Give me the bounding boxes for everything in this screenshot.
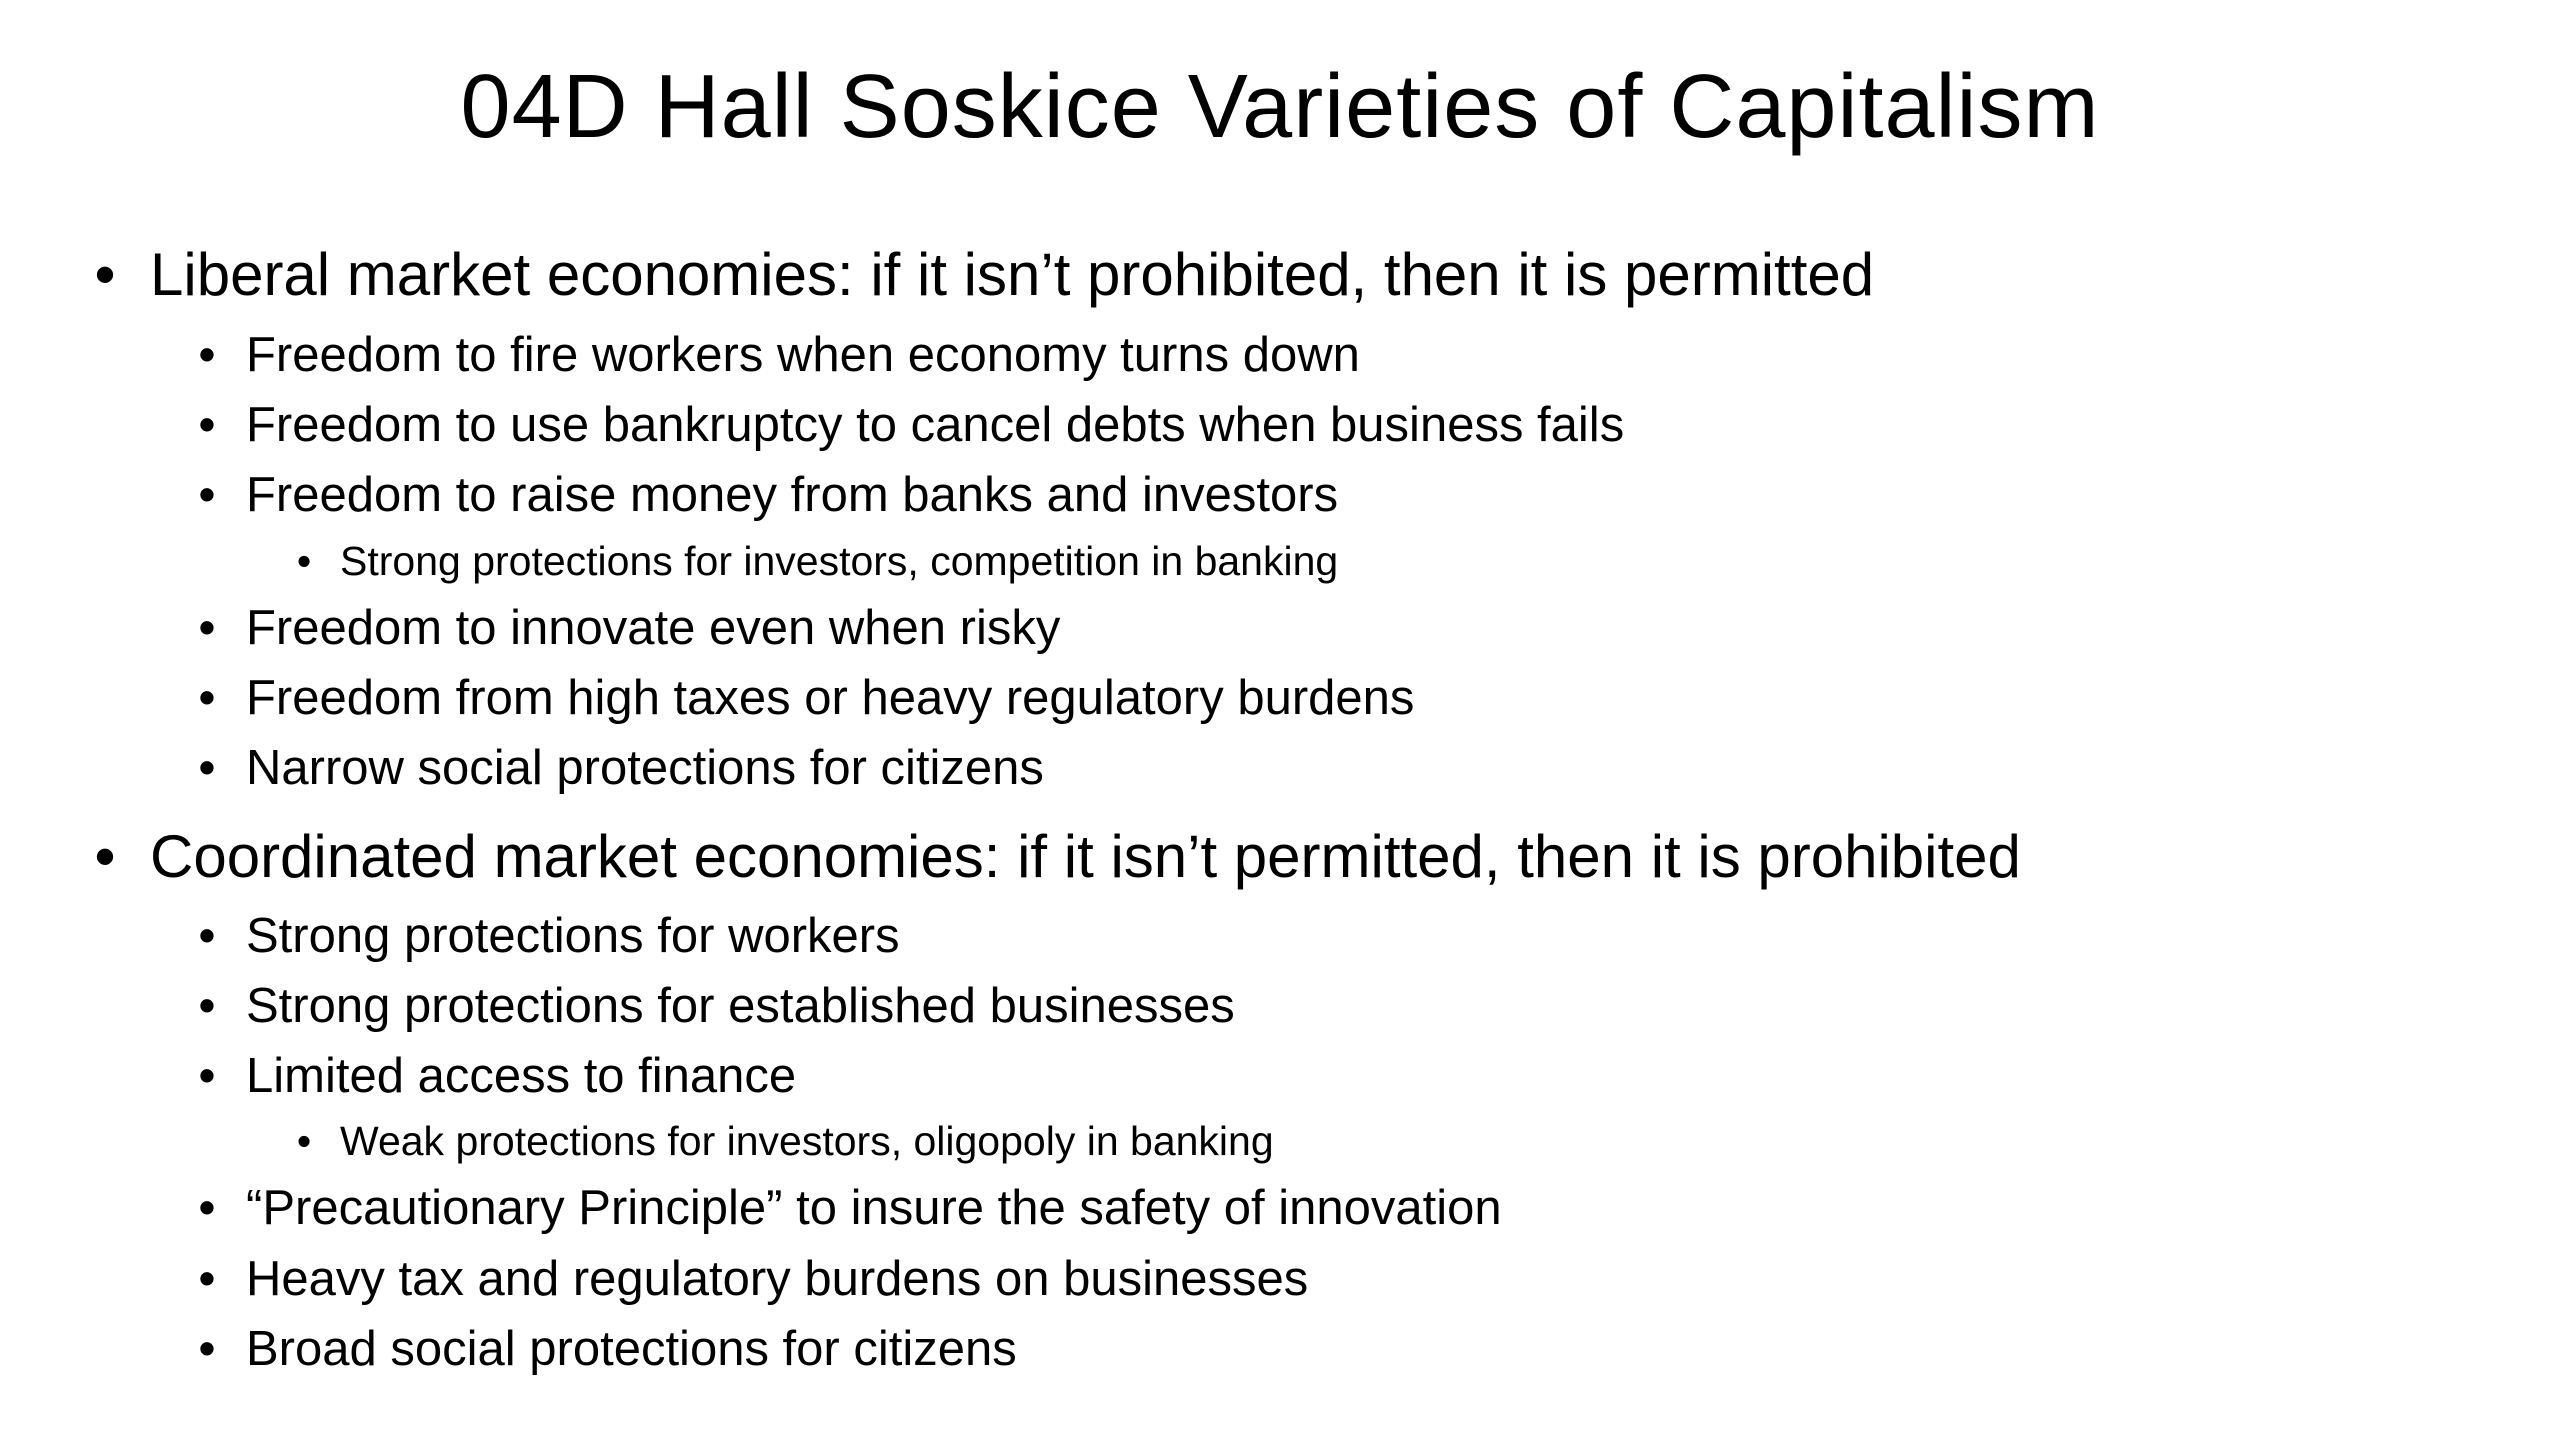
list-item-text: Freedom to use bankruptcy to cancel debts when business fails bbox=[246, 398, 1625, 452]
bullet-icon: • bbox=[198, 1181, 216, 1235]
list-item bbox=[0, 978, 1235, 1034]
section-heading-text: Liberal market economies: if it isn’t prohibited, then it is permitted bbox=[150, 241, 1875, 308]
bullet-icon: • bbox=[296, 1118, 312, 1164]
bullet-icon: • bbox=[198, 601, 216, 655]
list-item-text: “Precautionary Principle” to insure the safety of innovation bbox=[246, 1181, 1502, 1235]
list-item-text: Freedom to innovate even when risky bbox=[246, 601, 1061, 655]
list-item-text: Limited access to finance bbox=[246, 1049, 797, 1103]
bullet-icon: • bbox=[198, 671, 216, 725]
bullet-icon: • bbox=[198, 1049, 216, 1103]
sub-list-item bbox=[0, 1118, 1274, 1165]
section-heading-text: Coordinated market economies: if it isn’t permitted, then it is prohibited bbox=[150, 823, 2021, 890]
bullet-icon: • bbox=[198, 909, 216, 963]
bullet-icon: • bbox=[198, 1322, 216, 1376]
list-item bbox=[0, 1048, 796, 1104]
list-item bbox=[0, 908, 900, 964]
list-item-text: Heavy tax and regulatory burdens on businesses bbox=[246, 1252, 1309, 1306]
sub-list-item bbox=[0, 538, 1338, 585]
bullet-icon: • bbox=[198, 468, 216, 522]
bullet-icon: • bbox=[94, 241, 116, 308]
list-item bbox=[0, 1321, 1017, 1377]
list-item bbox=[0, 1180, 1502, 1236]
section-heading-liberal bbox=[0, 240, 1874, 309]
list-item bbox=[0, 740, 1044, 796]
list-item bbox=[0, 670, 1414, 726]
bullet-icon: • bbox=[198, 328, 216, 382]
list-item bbox=[0, 397, 1624, 453]
list-item bbox=[0, 1251, 1308, 1307]
slide-title: 04D Hall Soskice Varieties of Capitalism bbox=[460, 57, 2100, 157]
list-item-text: Broad social protections for citizens bbox=[246, 1322, 1017, 1376]
bullet-icon: • bbox=[296, 538, 312, 584]
list-item bbox=[0, 600, 1060, 656]
bullet-icon: • bbox=[198, 741, 216, 795]
bullet-icon: • bbox=[198, 979, 216, 1033]
section-heading-coordinated bbox=[0, 822, 2021, 891]
list-item-text: Freedom from high taxes or heavy regulatory burdens bbox=[246, 671, 1415, 725]
list-item-text: Narrow social protections for citizens bbox=[246, 741, 1044, 795]
list-item-text: Freedom to raise money from banks and investors bbox=[246, 468, 1339, 522]
bullet-icon: • bbox=[198, 398, 216, 452]
sub-list-item-text: Weak protections for investors, oligopoly in banking bbox=[340, 1118, 1274, 1164]
list-item bbox=[0, 327, 1360, 383]
list-item bbox=[0, 467, 1338, 523]
list-item-text: Freedom to fire workers when economy turns down bbox=[246, 328, 1360, 382]
bullet-icon: • bbox=[198, 1252, 216, 1306]
bullet-icon: • bbox=[94, 823, 116, 890]
sub-list-item-text: Strong protections for investors, competition in banking bbox=[340, 538, 1339, 584]
list-item-text: Strong protections for established businesses bbox=[246, 979, 1235, 1033]
list-item-text: Strong protections for workers bbox=[246, 909, 900, 963]
